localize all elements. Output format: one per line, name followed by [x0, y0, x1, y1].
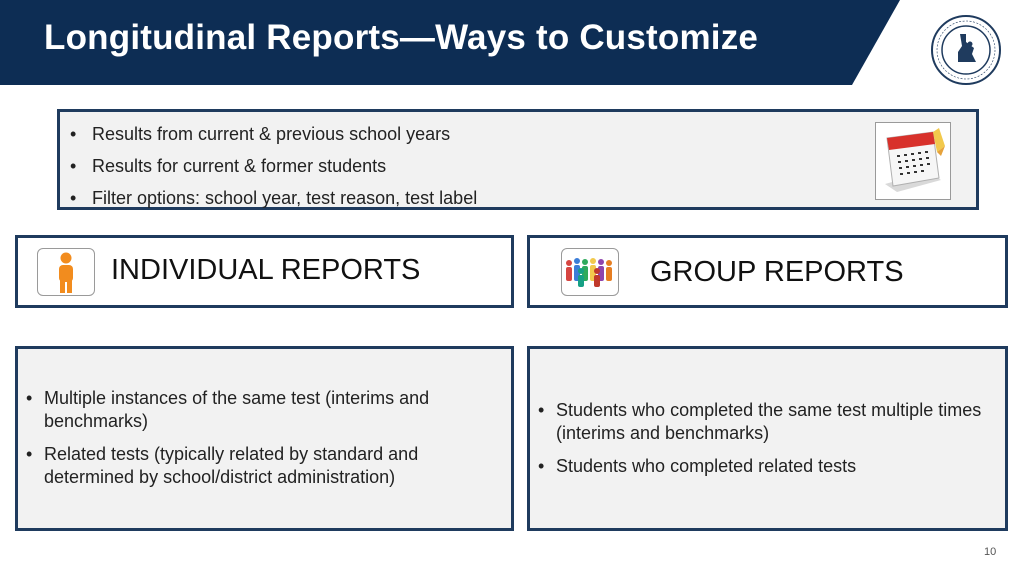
calendar-icon: [875, 122, 951, 200]
list-item: • Students who completed the same test multiple times (interims and benchmarks): [538, 399, 983, 445]
list-item: • Students who completed related tests: [538, 455, 983, 478]
list-item: • Related tests (typically related by standard and determined by school/district administration): [26, 443, 481, 489]
summary-item: • Filter options: school year, test reason, test label: [68, 182, 477, 214]
person-icon: [38, 249, 94, 295]
list-item: • Multiple instances of the same test (interims and benchmarks): [26, 387, 481, 433]
summary-item: • Results for current & former students: [68, 150, 477, 182]
summary-item: • Results from current & previous school years: [68, 118, 477, 150]
group-reports-details: [527, 346, 1008, 531]
individual-reports-list: [26, 387, 481, 499]
group-reports-list: [538, 399, 983, 488]
group-people-icon: [562, 249, 618, 295]
group-reports-title: GROUP REPORTS: [650, 256, 904, 288]
group-reports-header: [527, 235, 1008, 308]
page-number: 10: [984, 546, 997, 558]
summary-list: [68, 118, 477, 214]
page-title: Longitudinal Reports—Ways to Customize: [44, 18, 759, 57]
group-icon-frame: [561, 248, 619, 296]
summary-box: [57, 109, 979, 210]
department-seal-logo: [930, 14, 1002, 86]
individual-reports-header: [15, 235, 514, 308]
individual-reports-title: INDIVIDUAL REPORTS: [111, 254, 421, 286]
individual-reports-details: [15, 346, 514, 531]
person-icon-frame: [37, 248, 95, 296]
